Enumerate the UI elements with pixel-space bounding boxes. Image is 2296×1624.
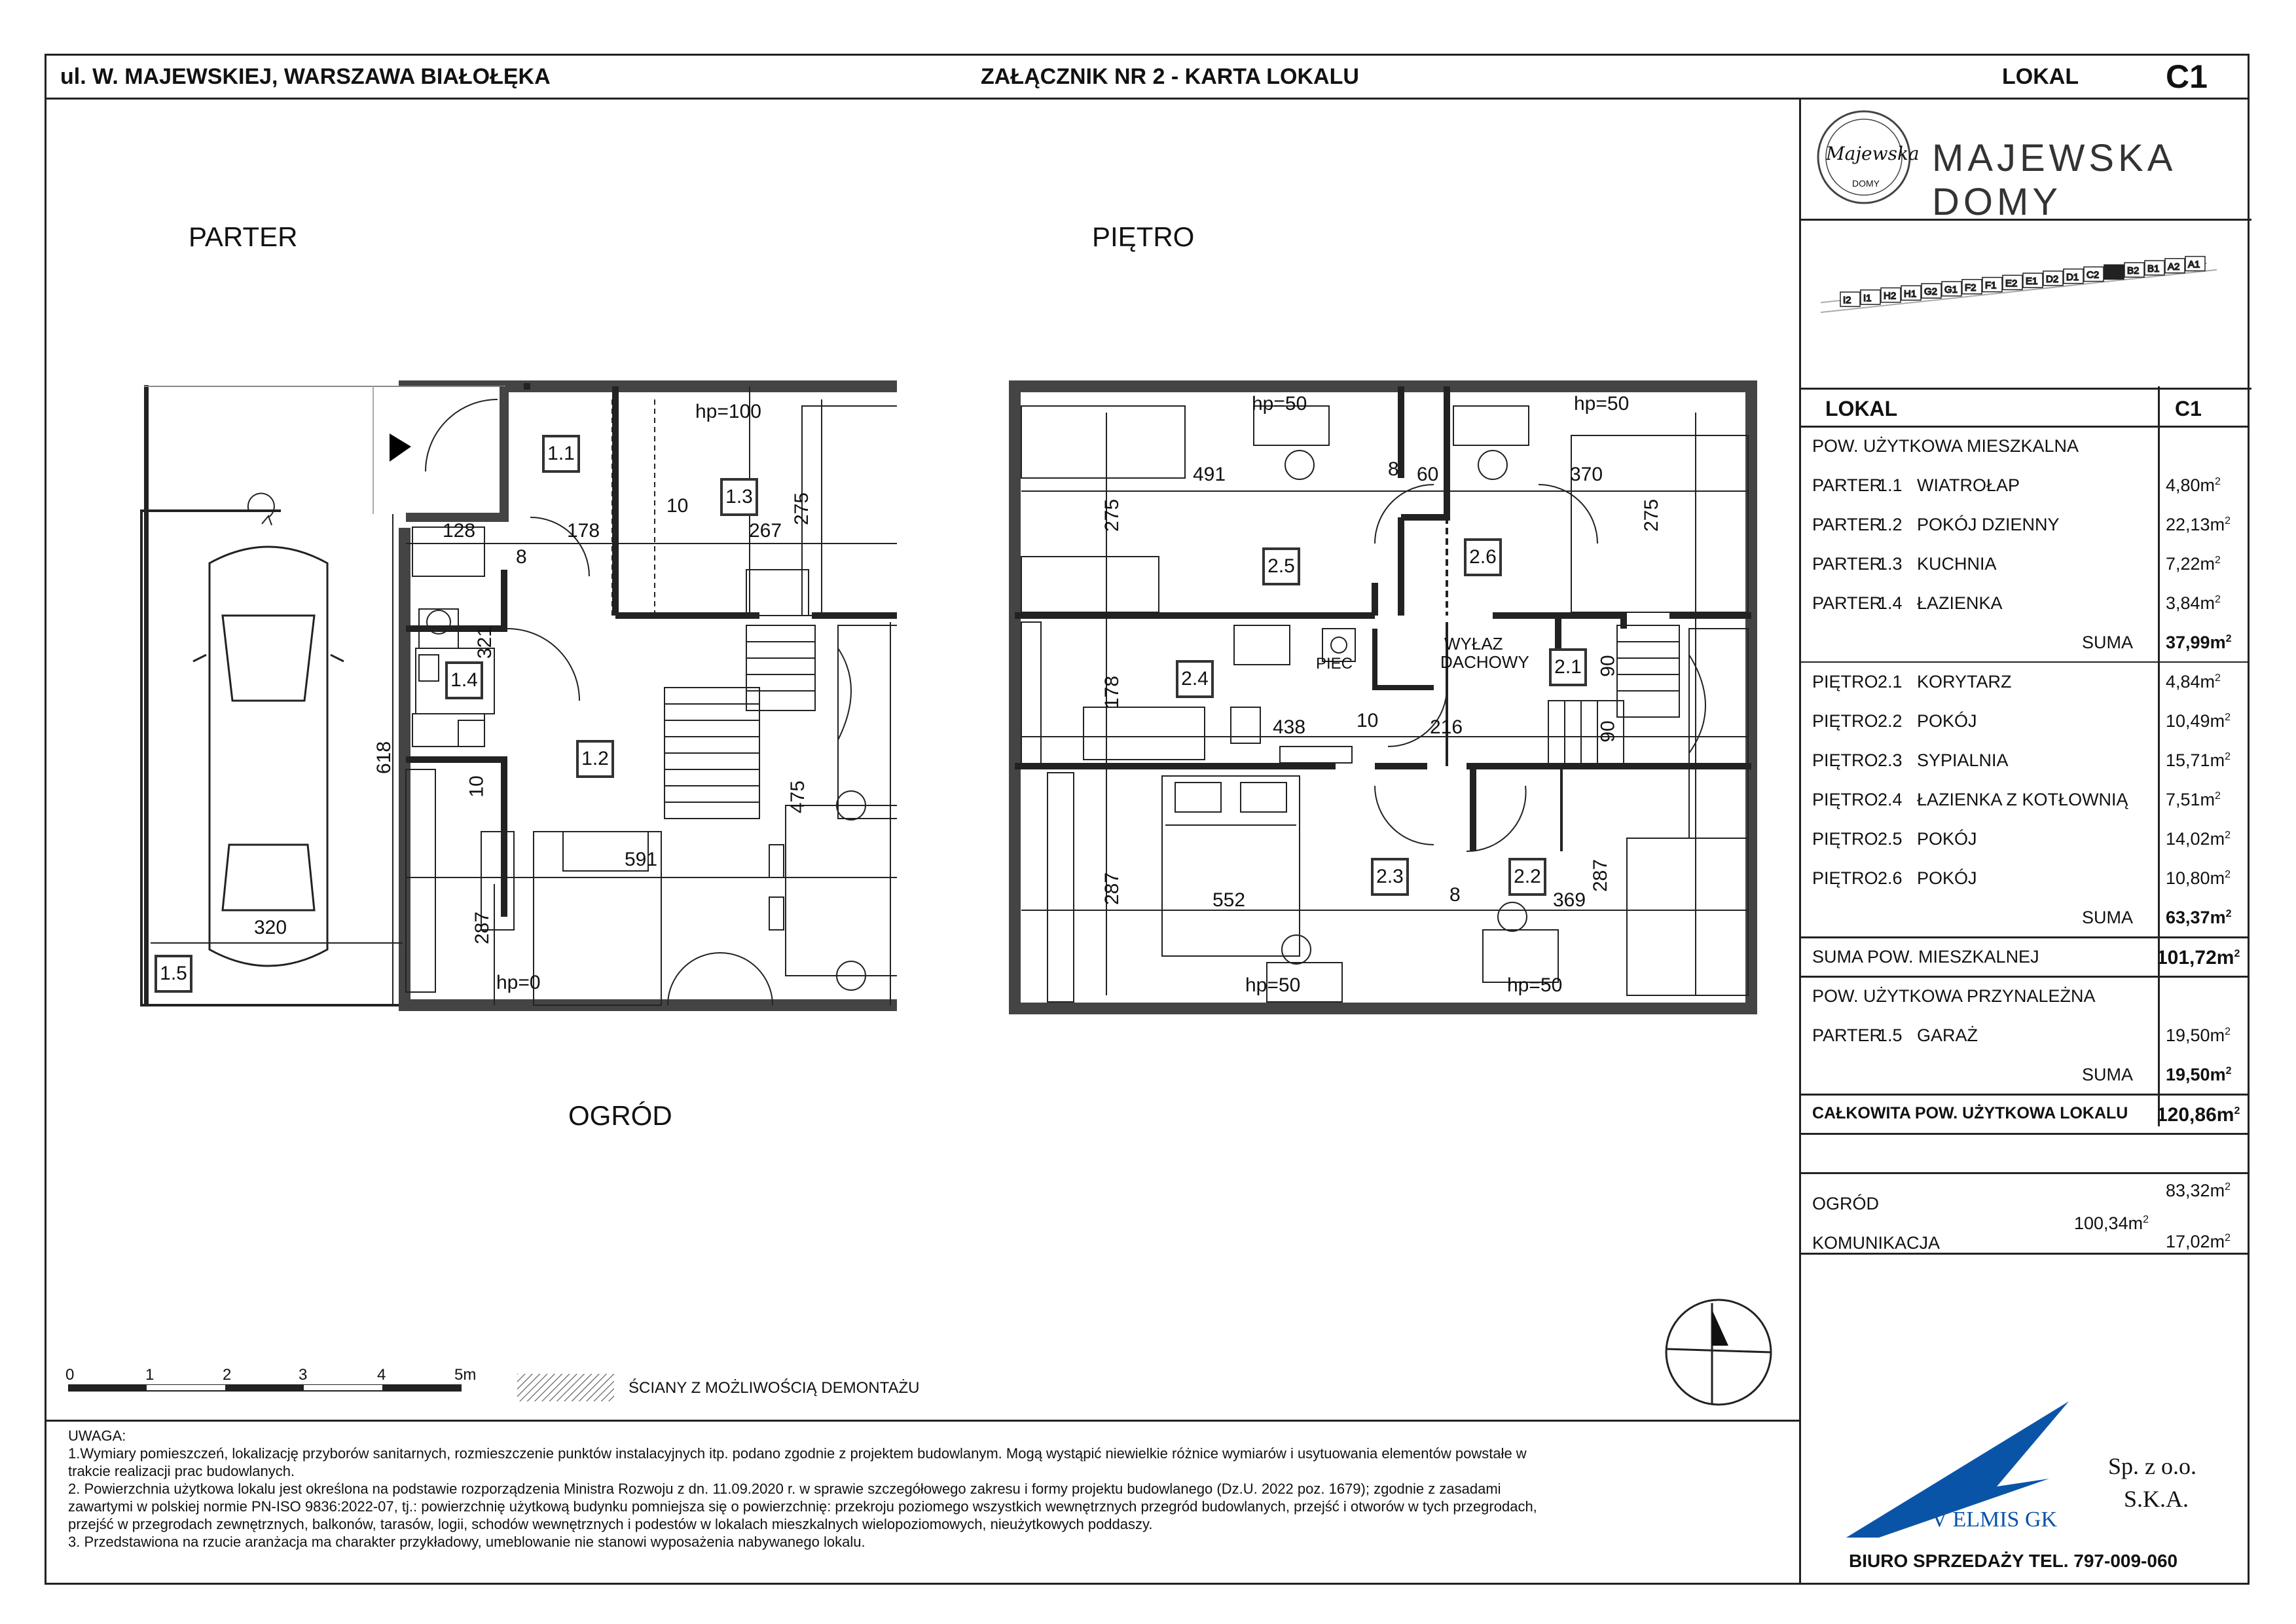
- dim-491: 491: [1193, 464, 1226, 485]
- room-name: POKÓJ DZIENNY: [1917, 515, 2060, 534]
- room-area: $4,84m^2$: [2166, 672, 2221, 692]
- table-row: [1799, 858, 2248, 897]
- keyplan-label: E1: [2026, 276, 2038, 287]
- room-name: POKÓJ: [1917, 711, 1977, 731]
- garden-label: OGRÓD: [568, 1100, 672, 1131]
- table-row: [1799, 465, 2248, 504]
- suma-pietro: $63,37m^2$: [2166, 908, 2232, 927]
- dim-8: 8: [516, 546, 527, 568]
- room-name: SYPIALNIA: [1917, 750, 2009, 770]
- hp-50-c: hp=50: [1245, 974, 1301, 996]
- keyplan-label: B2: [2127, 265, 2140, 277]
- dim-275: 275: [791, 492, 813, 526]
- suma-row: [1799, 897, 2248, 938]
- room-area: $7,22m^2$: [2166, 554, 2221, 574]
- suma-row: [1799, 622, 2248, 663]
- company-name: V ELMIS GK: [1931, 1507, 2058, 1532]
- scale-tick-5: 5m: [454, 1366, 477, 1384]
- suma-miesz: $101,72m^2$: [2157, 947, 2240, 969]
- room-no: 2.1: [1878, 672, 1903, 692]
- note-1b: trakcie realizacji prac budowlanych.: [68, 1463, 295, 1479]
- sales-phone: BIURO SPRZEDAŻY TEL. 797-009-060: [1849, 1551, 2178, 1571]
- room-label-1-3: 1.3: [720, 478, 758, 516]
- room-label-2-5: 2.5: [1262, 547, 1300, 585]
- room-area: $14,02m^2$: [2166, 829, 2231, 849]
- dim-438: 438: [1273, 716, 1306, 738]
- room-name: KUCHNIA: [1917, 554, 1997, 574]
- hp-50-a: hp=50: [1252, 393, 1307, 415]
- room-name: POKÓJ: [1917, 829, 1977, 849]
- keyplan-label: D2: [2046, 274, 2059, 285]
- scale-tick-3: 3: [299, 1366, 308, 1384]
- notes-section: [45, 1420, 1801, 1585]
- room-label-2-4: 2.4: [1176, 660, 1214, 698]
- room-floor: PIĘTRO: [1812, 829, 1878, 849]
- pietro-title: PIĘTRO: [1092, 221, 1195, 252]
- dim-178: 178: [567, 520, 600, 542]
- dim-10b: 10: [465, 775, 488, 798]
- note-2a: 2. Powierzchnia użytkowa lokalu jest określona na podstawie rozporządzenia Ministra Rozwoju z dn. 11.09.2020 r. w sprawie szczegółowego zakresu i formy projektu budowlanego (Dz.U. 2022 poz. 1679); zgodnie z zasadami: [68, 1481, 1501, 1497]
- keyplan-label: H2: [1884, 290, 1897, 302]
- brand-sub: DOMY: [1852, 178, 1880, 189]
- room-area: $3,84m^2$: [2166, 593, 2221, 613]
- hp-50-b: hp=50: [1574, 393, 1630, 415]
- table-row: [1799, 544, 2248, 583]
- section-mieszkalna-label: POW. UŻYTKOWA MIESZKALNA: [1812, 436, 2079, 456]
- room-area: $15,71m^2$: [2166, 750, 2231, 770]
- room-label-1-4: 1.4: [445, 661, 483, 699]
- note-3: 3. Przedstawiona na rzucie aranżacja ma charakter przykładowy, umeblowanie nie stanowi wyposażenia nabywanego lokalu.: [68, 1534, 866, 1550]
- table-row: [1799, 701, 2248, 740]
- table-row: [1799, 819, 2248, 858]
- room-label-1-5: 1.5: [155, 955, 192, 993]
- scale-tick-0: 0: [65, 1366, 75, 1384]
- keyplan-label: C2: [2086, 269, 2100, 281]
- table-row: [1799, 661, 2248, 701]
- room-name: POKÓJ: [1917, 868, 1977, 888]
- section-przynalezna-label: POW. UŻYTKOWA PRZYNALEŻNA: [1812, 986, 2096, 1006]
- keyplan-label: G1: [1944, 284, 1958, 295]
- room-no: 2.3: [1878, 750, 1903, 770]
- header-bar: [45, 54, 2250, 100]
- keyplan-label: I2: [1843, 295, 1851, 306]
- keyplan-map: [1814, 231, 2233, 348]
- room-label-1-1: 1.1: [542, 435, 580, 473]
- room-area: $10,49m^2$: [2166, 711, 2231, 731]
- suma-label: SUMA: [2082, 908, 2134, 927]
- table-row: [1799, 779, 2248, 819]
- dim-552: 552: [1212, 889, 1246, 911]
- parter-floor-plan: [131, 373, 897, 1028]
- room-floor: PIĘTRO: [1812, 672, 1878, 692]
- dim-475: 475: [787, 780, 809, 814]
- room-name: ŁAZIENKA Z KOTŁOWNIĄ: [1917, 790, 2128, 809]
- hp-50-d: hp=50: [1507, 974, 1563, 996]
- room-floor: PARTER: [1812, 475, 1883, 495]
- dim-591: 591: [625, 849, 658, 870]
- keyplan-label: D1: [2066, 271, 2079, 283]
- hp-100: hp=100: [695, 401, 761, 422]
- room-no: 1.2: [1878, 515, 1903, 534]
- room-label-1-2: 1.2: [576, 740, 614, 778]
- dim-90b: 90: [1597, 720, 1619, 743]
- table-column-divider: [2158, 386, 2160, 1126]
- total-row: CAŁKOWITA POW. UŻYTKOWA LOKALU $120,86m^2$: [1799, 1094, 2248, 1135]
- legend-text: ŚCIANY Z MOŻLIWOŚCIĄ DEMONTAŻU: [629, 1379, 920, 1397]
- room-no: 2.5: [1878, 829, 1903, 849]
- dachowy-label: DACHOWY: [1440, 652, 1529, 672]
- section-przynalezna: [1799, 976, 2248, 1015]
- brand-logo: [1812, 106, 2237, 223]
- demolition-walls-hatch: [517, 1374, 615, 1403]
- scale-tick-2: 2: [223, 1366, 232, 1384]
- table-head: [1799, 386, 2248, 426]
- ogrod-block: OGRÓD KOMUNIKACJA $100,34m^2$ $83,32m^2$ $17,02m^2$: [1799, 1172, 2248, 1255]
- room-area: $4,80m^2$: [2166, 475, 2221, 495]
- room-area: $10,80m^2$: [2166, 868, 2231, 888]
- north-arrow-icon: [1663, 1297, 1774, 1408]
- room-no: 1.1: [1878, 475, 1903, 495]
- room-floor: PIĘTRO: [1812, 711, 1878, 731]
- room-name: ŁAZIENKA: [1917, 593, 2003, 613]
- room-floor: PARTER: [1812, 554, 1883, 574]
- keyplan-label: A1: [2188, 259, 2200, 270]
- dim-90a: 90: [1597, 655, 1619, 677]
- dim-287a: 287: [1101, 872, 1123, 906]
- room-no: 2.4: [1878, 790, 1903, 809]
- table-row-garaz: PARTER 1.5 GARAŻ $19,50m^2$: [1812, 1025, 2231, 1045]
- room-label-2-2: 2.2: [1508, 858, 1546, 896]
- note-1a: 1.Wymiary pomieszczeń, lokalizację przyborów sanitarnych, rozmieszczenie punktów instalacyjnych itp. podano zgodnie z projektem budowlanym. Mogą wystąpić niewielkie różnice wymiarów i usytuowania elementów powstałe w: [68, 1445, 1527, 1462]
- suma-parter: $37,99m^2$: [2166, 633, 2232, 652]
- suma-label: SUMA: [2082, 633, 2134, 652]
- room-label-2-3: 2.3: [1371, 858, 1409, 896]
- keyplan-label: E2: [2005, 278, 2018, 289]
- lokal-id: C1: [2166, 58, 2208, 95]
- dim-275b: 275: [1641, 498, 1663, 532]
- keyplan-label: B1: [2147, 263, 2160, 274]
- room-no: 2.6: [1878, 868, 1903, 888]
- table-row: [1799, 740, 2248, 779]
- dim-370: 370: [1570, 464, 1603, 485]
- hp-0: hp=0: [496, 972, 541, 993]
- suma-miesz-row: [1799, 936, 2248, 978]
- dim-320: 320: [254, 917, 287, 938]
- keyplan-label: F2: [1965, 282, 1977, 293]
- keyplan-label: A2: [2168, 261, 2180, 272]
- room-label-2-6: 2.6: [1464, 538, 1502, 576]
- note-2b: zawartymi w polskiej normie PN-ISO 9836:2022-07, tj.: powierzchnię użytkową budynku pomniejsza się o powierzchnię: przekroju poziomego wszystkich wewnętrznych przegród budowlanych, przejść i otworów w tych przegrodach,: [68, 1498, 1537, 1515]
- lokal-label: LOKAL: [2002, 64, 2079, 89]
- section-mieszkalna: [1799, 426, 2248, 465]
- brand-script: Majewska: [1826, 143, 1920, 164]
- dim-8a: 8: [1388, 458, 1399, 480]
- room-no: 1.4: [1878, 593, 1903, 613]
- address: ul. W. MAJEWSKIEJ, WARSZAWA BIAŁOŁĘKA: [60, 64, 551, 89]
- room-name: WIATROŁAP: [1917, 475, 2020, 495]
- keyplan-label: G2: [1924, 286, 1938, 298]
- room-floor: PARTER: [1812, 593, 1883, 613]
- notes-title: UWAGA:: [68, 1428, 126, 1444]
- note-2c: przejść w przegrodach zewnętrznych, balkonów, tarasów, logii, schodów wewnętrznych i podestów w lokalach mieszkalnych wielopoziomowych, nieużytkowych poddaszy.: [68, 1516, 1153, 1532]
- dim-287b: 287: [1590, 858, 1612, 893]
- keyplan-label: H1: [1904, 288, 1917, 300]
- piec-label: PIEC: [1316, 655, 1353, 673]
- table-head-lokal: LOKAL: [1825, 397, 1898, 420]
- room-area: $22,13m^2$: [2166, 515, 2231, 534]
- room-floor: PIĘTRO: [1812, 750, 1878, 770]
- dim-178: 178: [1101, 675, 1123, 709]
- room-floor: PIĘTRO: [1812, 790, 1878, 809]
- dim-618: 618: [373, 741, 395, 775]
- dim-128: 128: [443, 520, 476, 542]
- room-no: 2.2: [1878, 711, 1903, 731]
- scale-tick-1: 1: [145, 1366, 155, 1384]
- keyplan-label: C1: [2107, 267, 2120, 279]
- dim-216: 216: [1430, 716, 1463, 738]
- table-row: [1799, 583, 2248, 622]
- document-title: ZAŁĄCZNIK NR 2 - KARTA LOKALU: [981, 64, 1359, 89]
- dim-287: 287: [471, 911, 494, 945]
- company-ska: S.K.A.: [2124, 1486, 2189, 1512]
- keyplan-label: I1: [1863, 292, 1872, 304]
- dim-10a: 10: [666, 495, 689, 517]
- room-no: 1.3: [1878, 554, 1903, 574]
- room-label-2-1: 2.1: [1549, 648, 1587, 686]
- parter-title: PARTER: [189, 221, 298, 252]
- wylaz-label: WYŁAZ: [1444, 634, 1503, 654]
- suma-miesz-label: SUMA POW. MIESZKALNEJ: [1812, 947, 2039, 967]
- scale-tick-4: 4: [377, 1366, 386, 1384]
- dim-267: 267: [749, 520, 782, 542]
- dim-369: 369: [1553, 889, 1586, 911]
- brand-name: MAJEWSKA DOMY: [1932, 137, 2175, 223]
- room-name: KORYTARZ: [1917, 672, 2012, 692]
- dim-321: 321: [474, 625, 496, 659]
- room-floor: PARTER: [1812, 515, 1883, 534]
- dim-10: 10: [1357, 710, 1379, 731]
- suma-przyn-row: SUMA $19,50m^2$: [1799, 1054, 2248, 1096]
- room-floor: PIĘTRO: [1812, 868, 1878, 888]
- dim-60: 60: [1417, 464, 1439, 485]
- dim-8b: 8: [1449, 884, 1461, 906]
- table-row: [1799, 504, 2248, 544]
- company-sp: Sp. z o.o.: [2108, 1453, 2196, 1479]
- keyplan-label: F1: [1985, 280, 1997, 291]
- dim-275a: 275: [1101, 498, 1123, 532]
- table-head-id: C1: [2175, 397, 2202, 420]
- room-area: $7,51m^2$: [2166, 790, 2221, 809]
